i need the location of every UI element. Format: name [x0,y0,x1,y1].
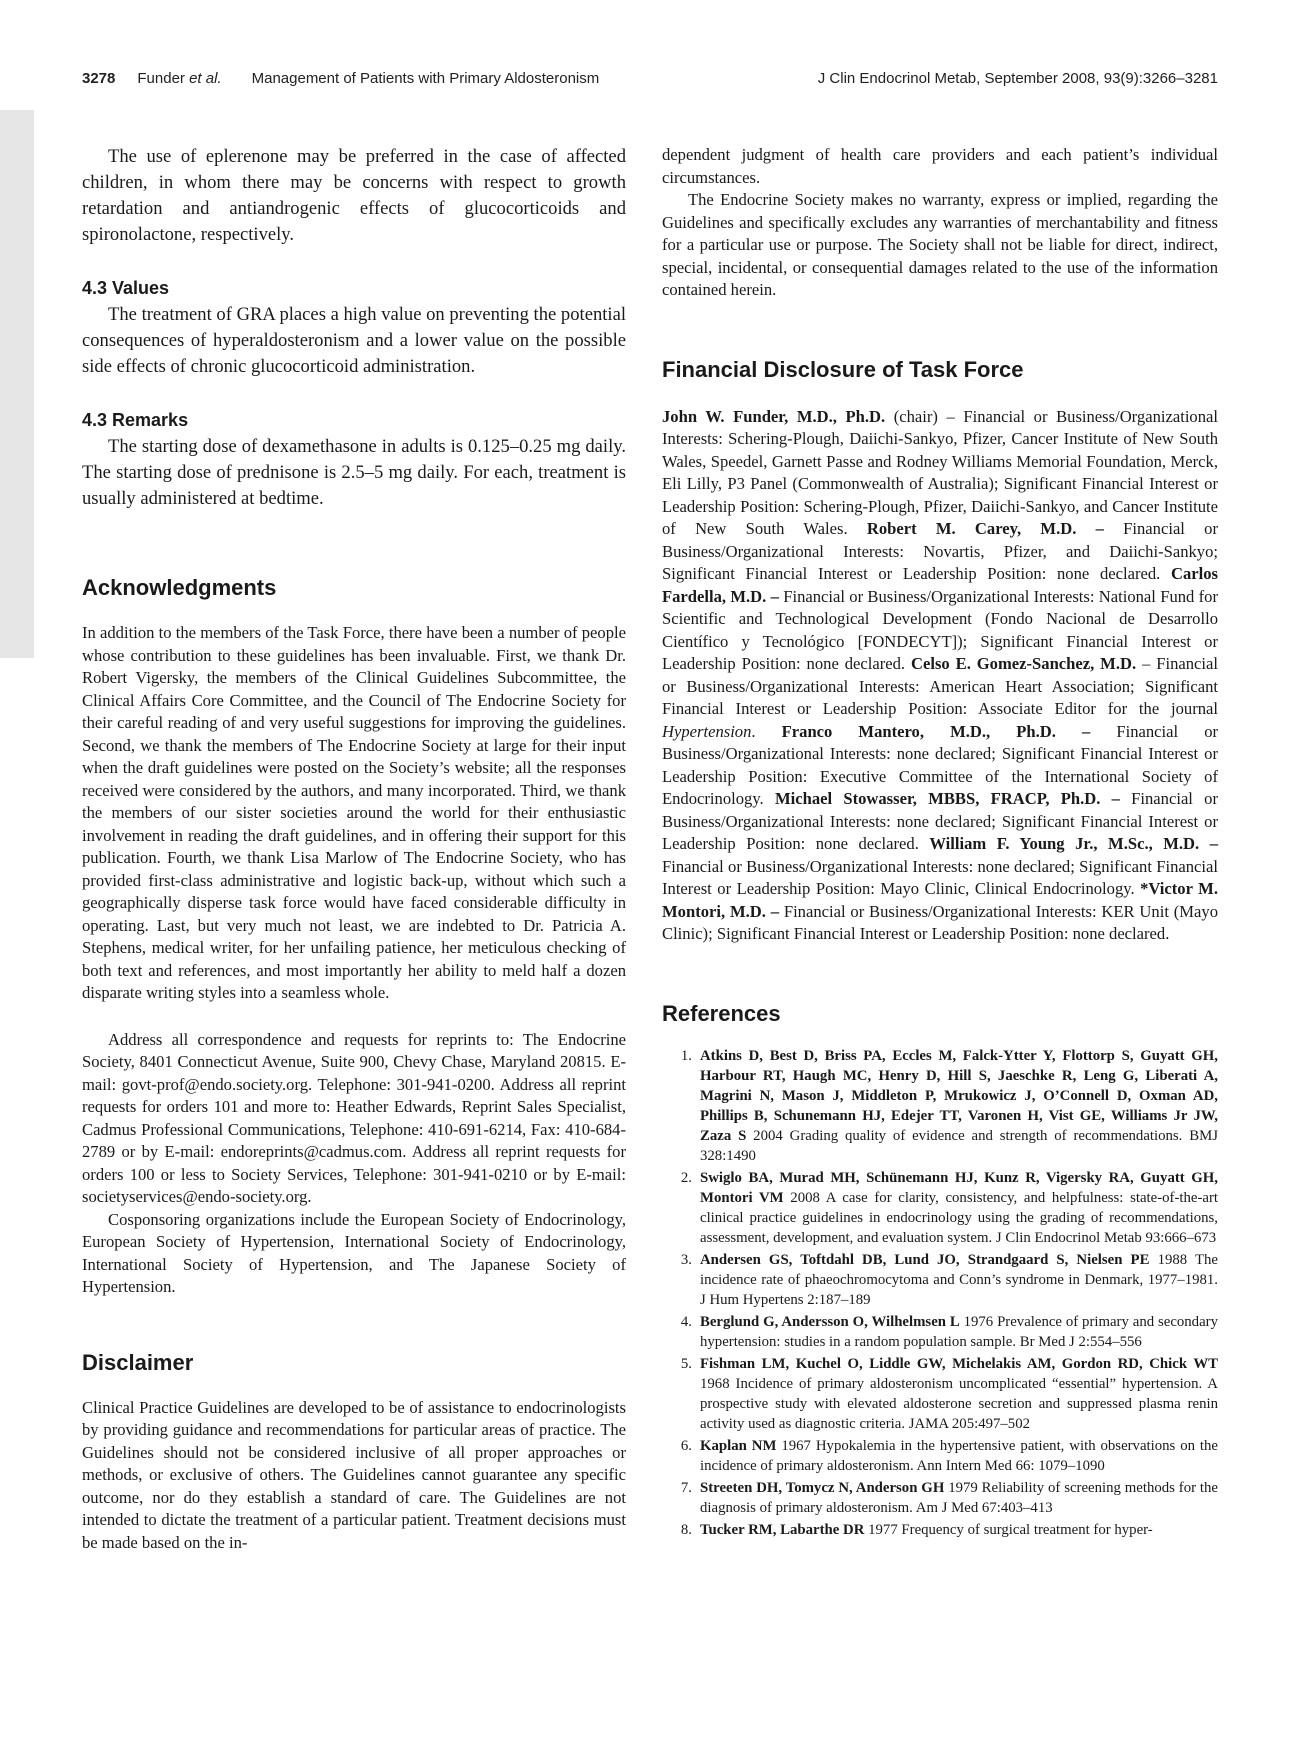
reference-item: 1. Atkins D, Best D, Briss PA, Eccles M, Falck-Ytter Y, Flottorp S, Guyatt GH, Harbour RT, Haugh MC, Henry D, Hill S, Jaeschke R, Leng G, Liberati A, Magrini N, Mason J, Middleton P, Mrukowicz J, O’Connell D, Oxman AD, Phillips B, Schunemann HJ, Edejer TT, Varonen H, Vist GE, Williams Jr JW, Zaza S 2004 Grading quality of evidence and strength of recommendations. BMJ 328:1490 [680,1047,1218,1164]
warranty-paragraph: The Endocrine Society makes no warranty, express or implied, regarding the Guidelines and specifically excludes any warranties of merchantability and fitness for a particular use or purpose. The Society shall not be liable for direct, indirect, special, incidental, or consequential damages related to the use of the information contained herein. [662,190,1218,299]
disclosure-text: – Financial or Business/Organizational Interests: American Heart Association; Significant Financial Interest or Leadership Position: Associate Editor for the journal [662,654,1218,718]
page-number: 3278 [82,70,116,87]
disclosure-text: . [751,721,782,741]
running-title: Management of Patients with Primary Aldosteronism [251,70,600,87]
disclaimer-continued: dependent judgment of health care providers and each patient’s individual circumstances. [662,145,1218,187]
disclosure-name: William F. Young Jr., M.Sc., M.D. – [929,834,1218,853]
reference-item: 7. Streeten DH, Tomycz N, Anderson GH 1979 Reliability of screening methods for the diagnosis of primary aldosteronism. Am J Med 67:403–413 [680,1479,1218,1516]
disclosure-name: John W. Funder, M.D., Ph.D. [662,406,886,426]
disclosure-text: Financial or Business/Organizational Interests: KER Unit (Mayo Clinic); Significant Financial Interest or Leadership Position: none declared. [662,901,1218,943]
reference-item: 5. Fishman LM, Kuchel O, Liddle GW, Michelakis AM, Gordon RD, Chick WT 1968 Incidence of primary aldosteronism uncomplicated “essential” hypertension. A prospective study with elevated aldosterone secretion and suppressed plasma renin activity used as diagnostic criteria. JAMA 205:497–502 [680,1355,1218,1432]
disclosure-text: Financial or Business/Organizational Interests: National Fund for Scientific and Technological Development (Fondo Nacional de Desarrollo Científico y Tecnológico [FONDECYT]); Significant Financial Interest or Leadership Position: none declared. [662,586,1218,673]
journal-reference: J Clin Endocrinol Metab, September 2008, 93(9):3266–3281 [817,70,1218,87]
disclaimer-paragraph: Clinical Practice Guidelines are developed to be of assistance to endocrinologists by providing guidance and recommendations for particular areas of practice. The Guidelines should not be considered inclusive of all proper approaches or methods, or exclusive of others. The Guidelines cannot guarantee any specific outcome, nor do they establish a standard of care. The Guidelines are not intended to dictate the treatment of a particular patient. Treatment decisions must be made based on the in- [82,1397,626,1552]
right-column [662,144,1218,1540]
disclosure-name: Michael Stowasser, MBBS, FRACP, Ph.D. – [774,789,1120,808]
journal-name: Hypertension [662,721,752,741]
acknowledgments-heading: Acknowledgments [82,575,277,600]
values-paragraph: The treatment of GRA places a high value on preventing the potential consequences of hyperaldosteronism and a lower value on the possible side effects of chronic glucocorticoid administration. [82,304,626,377]
disclosure-name: Robert M. Carey, M.D. – [866,519,1104,538]
disclosure-name: Carlos Fardella, M.D. – [662,564,1218,606]
reference-item: 4. Berglund G, Andersson O, Wilhelmsen L 1976 Prevalence of primary and secondary hypertension: studies in a random population sample. Br Med J 2:554–556 [680,1313,1218,1350]
disclosure-text: Financial or Business/Organizational Interests: none declared; Significant Financial Interest or Leadership Position: none declared. [662,789,1218,853]
references-heading: References [662,1000,781,1026]
cosponsor-paragraph: Cosponsoring organizations include the European Society of Endocrinology, European Society of Hypertension, International Society of Endocrinology, International Society of Hypertension, and The Japanese Society of Hypertension. [82,1209,626,1296]
remarks-heading: 4.3 Remarks [82,410,189,430]
disclosure-text: (chair) – Financial or Business/Organizational Interests: Schering-Plough, Daiichi-Sankyo, Pfizer, Cancer Institute of New South Wales, Speedel, Garnett Passe and Rodney Williams Memorial Foundation, Merck, Eli Lilly, P3 Panel (Commonwealth of Australia); Significant Financial Interest or Leadership Position: Schering-Plough, Pfizer, Daiichi-Sankyo, and Cancer Institute of New South Wales. [662,406,1218,538]
disclosure-name: Franco Mantero, M.D., Ph.D. – [781,721,1091,741]
remarks-paragraph: The starting dose of dexamethasone in adults is 0.125–0.25 mg daily. The starting dose of prednisone is 2.5–5 mg daily. For each, treatment is usually administered at bedtime. [82,436,626,509]
disclosure-name: Celso E. Gomez-Sanchez, M.D. [911,654,1137,673]
reference-item: 8. Tucker RM, Labarthe DR 1977 Frequency of surgical treatment for hyper- [680,1521,1153,1538]
references-list [662,1046,1218,1540]
side-thumb-tab [0,110,34,658]
disclosure-paragraph [662,406,1218,946]
reference-item: 2. Swiglo BA, Murad MH, Schünemann HJ, Kunz R, Vigersky RA, Guyatt GH, Montori VM 2008 A case for clarity, consistency, and helpfulness: state-of-the-art clinical practice guidelines in endocrinology using the grading of recommendations, assessment, development, and evaluation system. J Clin Endocrinol Metab 93:666–673 [680,1169,1218,1246]
running-authors: Funder et al. [137,70,222,87]
running-header [82,70,1218,92]
disclaimer-heading: Disclaimer [82,1349,194,1375]
disclosure-name: *Victor M. Montori, M.D. – [662,879,1218,921]
acknowledgments-paragraph: In addition to the members of the Task Force, there have been a number of people whose contribution to these guidelines has been invaluable. First, we thank Dr. Robert Vigersky, the members of the Clinical Guidelines Subcommittee, the Clinical Affairs Core Committee, and the Council of The Endocrine Society for their careful reading of and very useful suggestions for improving the guidelines. Second, we thank the members of The Endocrine Society at large for their input when the draft guidelines were posted on the Society’s website; all the responses received were considered by the authors, and many incorporated. Third, we thank the members of our sister societies around the world for their enthusiastic involvement in reading the draft guidelines, and in offering their support for this publication. Fourth, we thank Lisa Marlow of The Endocrine Society, who has provided first-class administrative and logistic back-up, without which such a geographically disperse task force would have faced considerable difficulty in operating. Last, but very much not least, we are indebted to Dr. Patricia A. Stephens, medical writer, for her unfailing patience, her meticulous checking of both text and references, and most importantly her ability to meld half a dozen disparate writing styles into a seamless whole. [82,623,626,1002]
eplerenone-paragraph: The use of eplerenone may be preferred in the case of affected children, in whom there may be concerns with respect to growth retardation and antiandrogenic effects of glucocorticoids and spironolactone, respectively. [82,146,626,245]
disclosure-text: Financial or Business/Organizational Interests: Novartis, Pfizer, and Daiichi-Sankyo; Significant Financial Interest or Leadership Position: none declared. [662,519,1218,583]
values-heading: 4.3 Values [82,278,170,298]
left-column [82,144,626,1554]
disclosure-text: Financial or Business/Organizational Interests: none declared; Significant Financial Interest or Leadership Position: Executive Committee of the International Society of Endocrinology. [662,721,1219,808]
reference-item: 3. Andersen GS, Toftdahl DB, Lund JO, Strandgaard S, Nielsen PE 1988 The incidence rate of phaeochromocytoma and Conn’s syndrome in Denmark, 1977–1981. J Hum Hypertens 2:187–189 [680,1251,1218,1308]
financial-disclosure-heading: Financial Disclosure of Task Force [662,356,1024,382]
reference-item: 6. Kaplan NM 1967 Hypokalemia in the hypertensive patient, with observations on the incidence of primary aldosteronism. Ann Intern Med 66: 1079–1090 [680,1437,1218,1474]
disclosure-text: Financial or Business/Organizational Interests: none declared; Significant Financial Interest or Leadership Position: Mayo Clinic, Clinical Endocrinology. [662,856,1218,898]
address-paragraph: Address all correspondence and requests for reprints to: The Endocrine Society, 8401 Connecticut Avenue, Suite 900, Chevy Chase, Maryland 20815. E-mail: govt-prof@endo.society.org. Telephone: 301-941-0200. Address all reprint requests for orders 101 and more to: Heather Edwards, Reprint Sales Specialist, Cadmus Professional Communications, Telephone: 410-691-6214, Fax: 410-684-2789 or by E-mail: endoreprints@cadmus.com. Address all reprint requests for orders 100 or less to Society Services, Telephone: 301-941-0210 or by E-mail: societyservices@endo-society.org. [82,1029,626,1206]
